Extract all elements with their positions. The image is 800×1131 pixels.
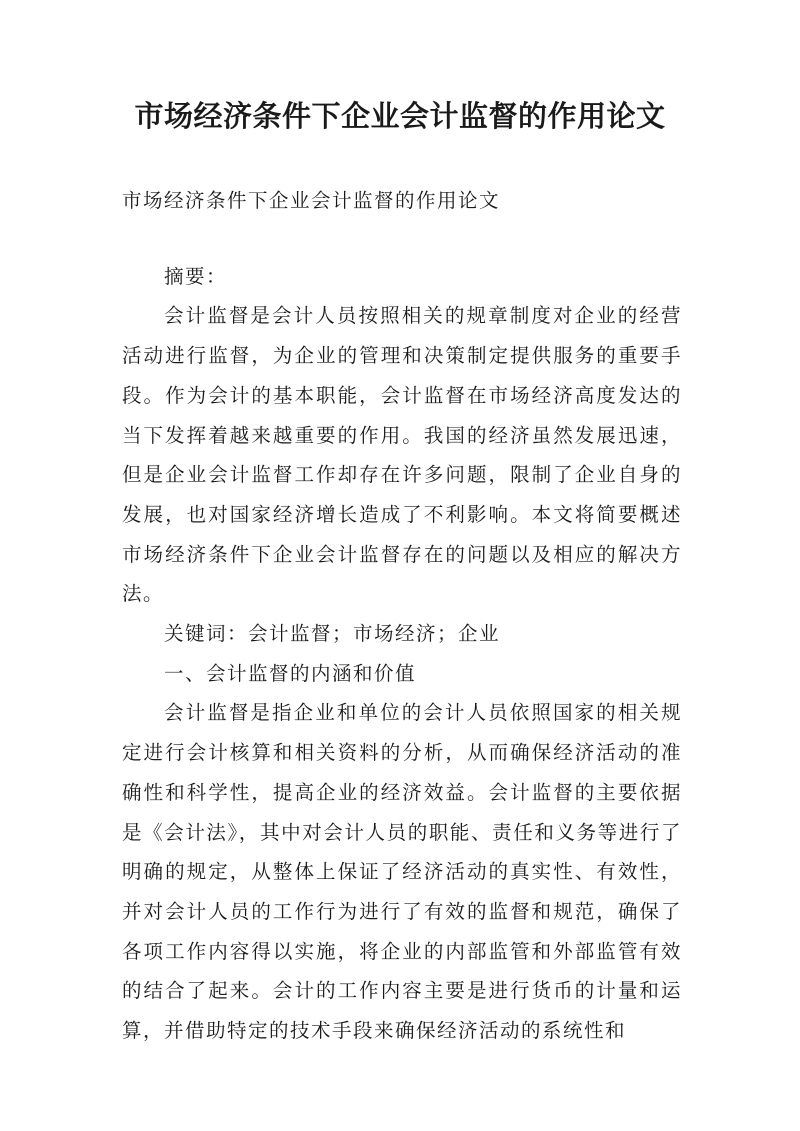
section-paragraph: 会计监督是指企业和单位的会计人员依照国家的相关规定进行会计核算和相关资料的分析，从而确保经济活动的准确性和科学性，提高企业的经济效益。会计监督的主要依据是《会计法》，其中对会计人员的职能、责任和义务等进行了明确的规定，从整体上保证了经济活动的真实性、有效性，并对会计人员的工作行为进行了有效的监督和规范，确保了各项工作内容得以实施，将企业的内部监管和外部监管有效的结合了起来。会计的工作内容主要是进行货币的计量和运算，并借助特定的技术手段来确保经济活动的系统性和 [122,701,682,1043]
abstract-paragraph: 会计监督是会计人员按照相关的规章制度对企业的经营活动进行监督，为企业的管理和决策制定提供服务的重要手段。作为会计的基本职能，会计监督在市场经济高度发达的当下发挥着越来越重要的作用。我国的经济虽然发展迅速，但是企业会计监督工作却存在许多问题，限制了企业自身的发展，也对国家经济增长造成了不利影响。本文将简要概述市场经济条件下企业会计监督存在的问题以及相应的解决方法。 [122,304,682,606]
keywords-line: 关键词：会计监督；市场经济；企业 [164,622,501,646]
document-body [122,181,682,1051]
abstract-label: 摘要： [164,264,228,288]
document-subtitle: 市场经济条件下企业会计监督的作用论文 [122,189,501,212]
section-heading: 一、会计监督的内涵和价值 [164,661,417,685]
document-title: 市场经济条件下企业会计监督的作用论文 [134,99,666,133]
